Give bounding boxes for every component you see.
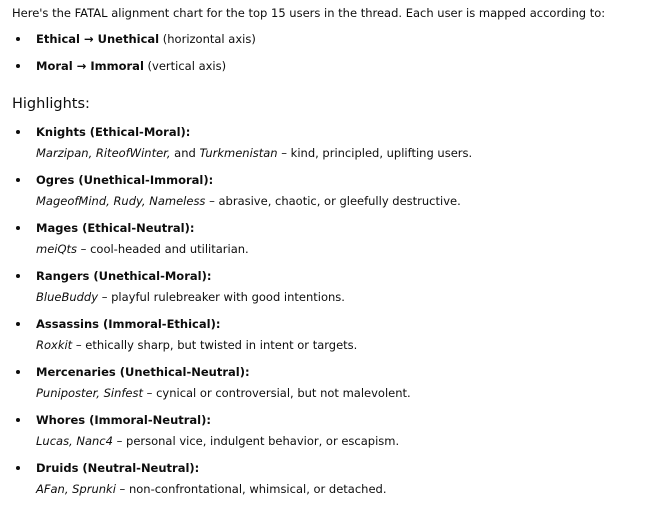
item-desc-text: – ethically sharp, but twisted in intent or targets. bbox=[72, 338, 358, 352]
item-users: Roxkit bbox=[36, 338, 73, 352]
item-desc-text: – cool-headed and utilitarian. bbox=[77, 242, 249, 256]
item-desc-text: – kind, principled, uplifting users. bbox=[277, 146, 473, 160]
item-description bbox=[36, 241, 249, 257]
bullet-dot bbox=[16, 370, 20, 374]
item-desc-text: – cynical or controversial, but not malevolent. bbox=[143, 386, 411, 400]
axis-label: Ethical → Unethical bbox=[36, 32, 160, 46]
item-title: Knights (Ethical-Moral): bbox=[36, 125, 191, 139]
axis-note: (horizontal axis) bbox=[159, 32, 256, 46]
axis-label: Moral → Immoral bbox=[36, 59, 144, 73]
bullet-dot bbox=[16, 322, 20, 326]
bullet-dot bbox=[16, 37, 20, 41]
item-title: Assassins (Immoral-Ethical): bbox=[36, 317, 221, 331]
bullet-dot bbox=[16, 418, 20, 422]
bullet-dot bbox=[16, 64, 20, 68]
item-description bbox=[36, 433, 399, 449]
item-title: Mages (Ethical-Neutral): bbox=[36, 221, 195, 235]
item-users: MageofMind, Rudy, Nameless bbox=[36, 194, 206, 208]
axis-note: (vertical axis) bbox=[143, 59, 227, 73]
bullet-dot bbox=[16, 466, 20, 470]
bullet-dot bbox=[16, 130, 20, 134]
item-users: meiQts bbox=[36, 242, 78, 256]
item-title: Druids (Neutral-Neutral): bbox=[36, 461, 200, 475]
item-description bbox=[36, 145, 472, 161]
item-description bbox=[36, 193, 461, 209]
item-users: Puniposter, Sinfest bbox=[36, 386, 144, 400]
item-title: Whores (Immoral-Neutral): bbox=[36, 413, 211, 427]
item-desc-text: – abrasive, chaotic, or gleefully destructive. bbox=[205, 194, 461, 208]
item-description bbox=[36, 481, 387, 497]
item-title: Ogres (Unethical-Immoral): bbox=[36, 173, 214, 187]
bullet-dot bbox=[16, 178, 20, 182]
item-desc-text: – non-confrontational, whimsical, or detached. bbox=[115, 482, 387, 496]
item-description bbox=[36, 337, 357, 353]
item-users: AFan, Sprunki bbox=[36, 482, 116, 496]
intro-text: Here's the FATAL alignment chart for the top 15 users in the thread. Each user is mapped according to: bbox=[12, 6, 606, 20]
item-title: Mercenaries (Unethical-Neutral): bbox=[36, 365, 250, 379]
item-desc-text: – playful rulebreaker with good intentions. bbox=[98, 290, 345, 304]
item-connector: and bbox=[170, 146, 200, 160]
item-users: BlueBuddy bbox=[36, 290, 99, 304]
item-title: Rangers (Unethical-Moral): bbox=[36, 269, 212, 283]
item-users: Lucas, Nanc4 bbox=[36, 434, 113, 448]
item-users: Marzipan, RiteofWinter, bbox=[36, 146, 171, 160]
bullet-dot bbox=[16, 226, 20, 230]
item-users-extra: Turkmenistan bbox=[199, 146, 278, 160]
item-description bbox=[36, 289, 345, 305]
item-description bbox=[36, 385, 411, 401]
bullet-dot bbox=[16, 274, 20, 278]
highlights-heading: Highlights: bbox=[12, 96, 90, 112]
item-desc-text: – personal vice, indulgent behavior, or escapism. bbox=[112, 434, 400, 448]
